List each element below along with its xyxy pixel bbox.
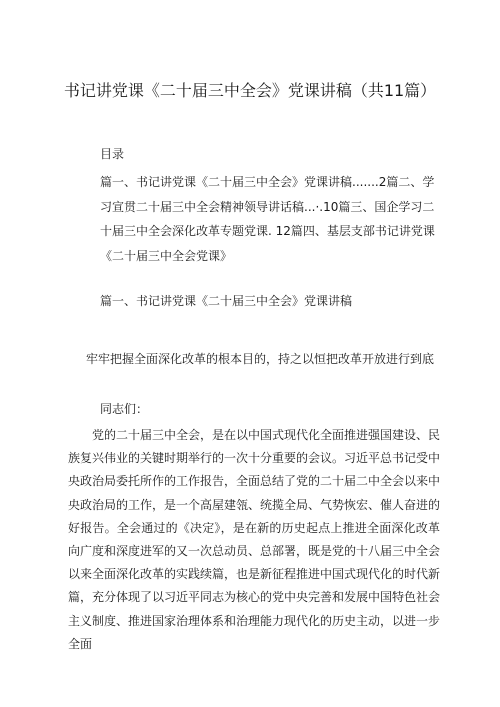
- section-heading: 篇一、书记讲党课《二十届三中全会》党课讲稿: [100, 294, 353, 308]
- toc-heading: 目录: [100, 147, 125, 161]
- body-paragraph: 党的二十届三中全会，是在以中国式现代化全面推进强国建设、民族复兴伟业的关键时期举行的一次十分重要的会议。习近平总书记受中央政治局委托所作的工作报告，全面总结了党的二十届二中全会以来中央政治局的工作，是一个高屋建瓴、统揽全局、气势恢宏、催人奋进的好报告。全会通过的《决定》，是在新的历史起点上推进全面深化改革向广度和深度进军的又一次总动员、总部署，既是党的十八届三中全会以来全面深化改革的实践续篇，也是新征程推进中国式现代化的时代新篇，充分体现了以习近平同志为核心的党中央完善和发展中国特色社会主义制度、推进国家治理体系和治理能力现代化的历史主动，以进一步全面: [68, 428, 441, 651]
- document-title: 书记讲党课《二十届三中全会》党课讲稿（共11篇）: [63, 81, 437, 100]
- greeting: 同志们：: [100, 402, 149, 416]
- toc-entries: 篇一、书记讲党课《二十届三中全会》党课讲稿.......2篇二、学习宣贯二十届三中全会精神领导讲话稿...·.10篇三、国企学习二十届三中全会深化改革专题党课. 12篇四、基层支部书记讲党课《二十届三中全会党课》: [100, 175, 435, 263]
- speech-title: 牢牢把握全面深化改革的根本目的，持之以恒把改革开放进行到底: [86, 352, 435, 366]
